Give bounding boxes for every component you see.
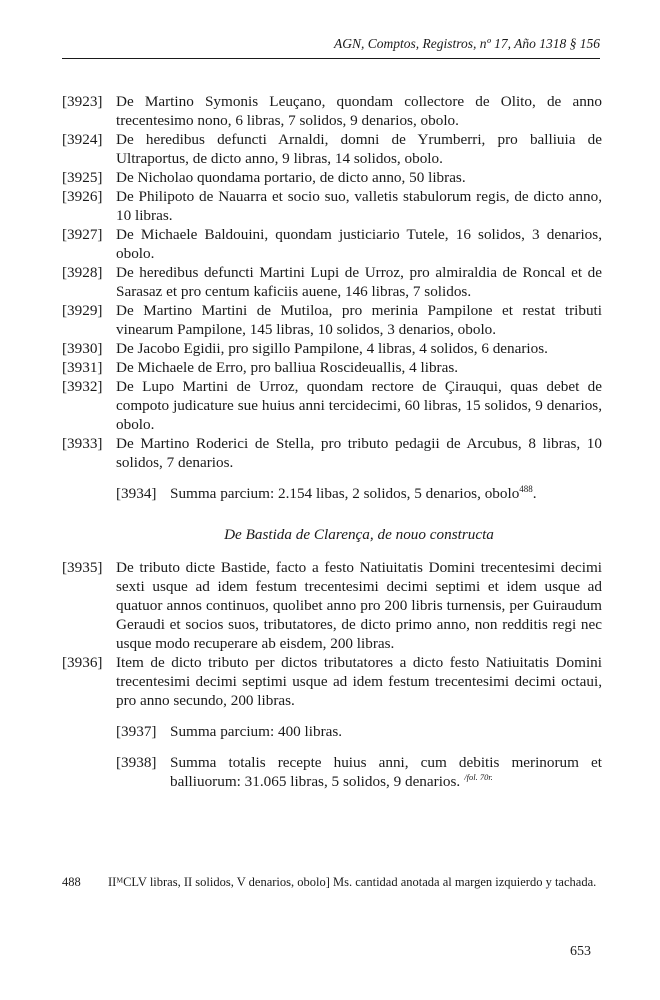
entry-text: De Martino Roderici de Stella, pro tributo pedagii de Arcubus, 8 libras, 10 solidos, 7 denarios. xyxy=(116,435,602,471)
entry-text: De Lupo Martini de Urroz, quondam rectore de Çirauqui, quas debet de compoto judicature sue huius anni tercidecimi, 60 libras, 15 solidos, 9 denarios, obolo. xyxy=(116,378,602,433)
footnote-ref: 488 xyxy=(519,483,533,494)
footnote xyxy=(62,874,602,890)
header-rule xyxy=(62,58,600,59)
entry-number: [3924] xyxy=(62,131,103,148)
entry-text: De Martino Symonis Leuçano, quondam collectore de Olito, de anno trecentesimo nono, 6 libras, 7 solidos, 9 denarios, obolo. xyxy=(116,93,602,129)
entry-number: [3930] xyxy=(62,340,103,357)
entry-number: [3929] xyxy=(62,302,103,319)
footnote-number: 488 xyxy=(62,875,81,889)
entry-text xyxy=(170,484,602,503)
entry-item xyxy=(62,434,602,472)
entry-number: [3931] xyxy=(62,359,103,376)
footnote-text: IIᴹCLV libras, II solidos, V denarios, obolo] Ms. cantidad anotada al margen izquierdo y tachada. xyxy=(108,875,597,889)
sum-entry-2 xyxy=(116,722,602,741)
running-head: AGN, Comptos, Registros, nº 17, Año 1318 § 156 xyxy=(334,36,600,51)
entry-number: [3938] xyxy=(116,754,157,771)
sum-text: Summa parcium: 2.154 libas, 2 solidos, 5 denarios, obolo xyxy=(170,485,520,502)
entry-text: De Nicholao quondama portario, de dicto anno, 50 libras. xyxy=(116,169,466,186)
entry-text: De tributo dicte Bastide, facto a festo Natiuitatis Domini trecentesimi decimi sexti usque ad idem festum trecentesimi decimi septimi et idem usque ad quatuor annos continuos, quolibet anno pro 200 libris turnensis, per Guiraudum Geraudi et socios suos, tributatores, de dicto primo anno, non redditis regi nec usque modo recuperare ab eisdem, 200 libras. xyxy=(116,559,602,652)
entry-text: De heredibus defuncti Martini Lupi de Urroz, pro almiraldia de Roncal et de Sarasaz et pro centum kaficiis auene, 146 libras, 7 solidos. xyxy=(116,264,602,300)
entry-number: [3936] xyxy=(62,654,103,671)
entry-number: [3925] xyxy=(62,169,103,186)
entry-item xyxy=(62,358,602,377)
entry-list-2 xyxy=(62,558,602,710)
folio-mark: /fol. 70r. xyxy=(464,771,493,782)
entry-item xyxy=(62,225,602,263)
entry-number: [3928] xyxy=(62,264,103,281)
entry-item xyxy=(62,558,602,653)
entry-number: [3927] xyxy=(62,226,103,243)
section-title: De Bastida de Clarença, de nouo constructa xyxy=(224,526,494,543)
entry-list xyxy=(62,92,602,472)
entry-number: [3932] xyxy=(62,378,103,395)
entry-text: De Michaele de Erro, pro balliua Roscideuallis, 4 libras. xyxy=(116,359,459,376)
entry-text: De Jacobo Egidii, pro sigillo Pampilone, 4 libras, 4 solidos, 6 denarios. xyxy=(116,340,548,357)
entry-number: [3937] xyxy=(116,723,157,740)
sum-entry-3 xyxy=(116,753,602,791)
page-body xyxy=(62,92,602,791)
entry-item xyxy=(62,653,602,710)
sum-total-text: Summa totalis recepte huius anni, cum debitis merinorum et balliuorum: 31.065 libras, 5 solidos, 9 denarios. xyxy=(170,754,602,790)
entry-text: De Martino Martini de Mutiloa, pro merinia Pampilone et restat tributi vinearum Pampilone, 145 libras, 10 solidos, 3 denarios, obolo. xyxy=(116,302,602,338)
entry-number: [3923] xyxy=(62,93,103,110)
entry-item xyxy=(62,92,602,130)
entry-text: Summa parcium: 400 libras. xyxy=(170,723,343,740)
entry-item xyxy=(62,377,602,434)
entry-number: [3933] xyxy=(62,435,103,452)
entry-item xyxy=(62,301,602,339)
entry-number: [3935] xyxy=(62,559,103,576)
page-number: 653 xyxy=(570,944,591,959)
entry-item xyxy=(62,168,602,187)
sum-entry xyxy=(116,484,602,503)
entry-text xyxy=(170,753,602,791)
entry-item xyxy=(62,187,602,225)
entry-number: [3926] xyxy=(62,188,103,205)
entry-text: Item de dicto tributo per dictos tributatores a dicto festo Natiuitatis Domini trecentesimi decimi septimi usque ad idem festum trecentesimi decimi octaui, pro anno secundo, 200 libras. xyxy=(116,654,602,709)
entry-item xyxy=(62,263,602,301)
entry-number: [3934] xyxy=(116,485,157,502)
entry-text: De heredibus defuncti Arnaldi, domni de Yrumberri, pro balliuia de Ultraportus, de dicto anno, 9 libras, 14 solidos, obolo. xyxy=(116,131,602,167)
entry-text: De Michaele Baldouini, quondam justiciario Tutele, 16 solidos, 3 denarios, obolo. xyxy=(116,226,602,262)
entry-item xyxy=(62,130,602,168)
entry-item xyxy=(62,339,602,358)
sum-end: . xyxy=(532,485,537,502)
entry-text: De Philipoto de Nauarra et socio suo, valletis stabulorum regis, de dicto anno, 10 libras. xyxy=(116,188,602,224)
